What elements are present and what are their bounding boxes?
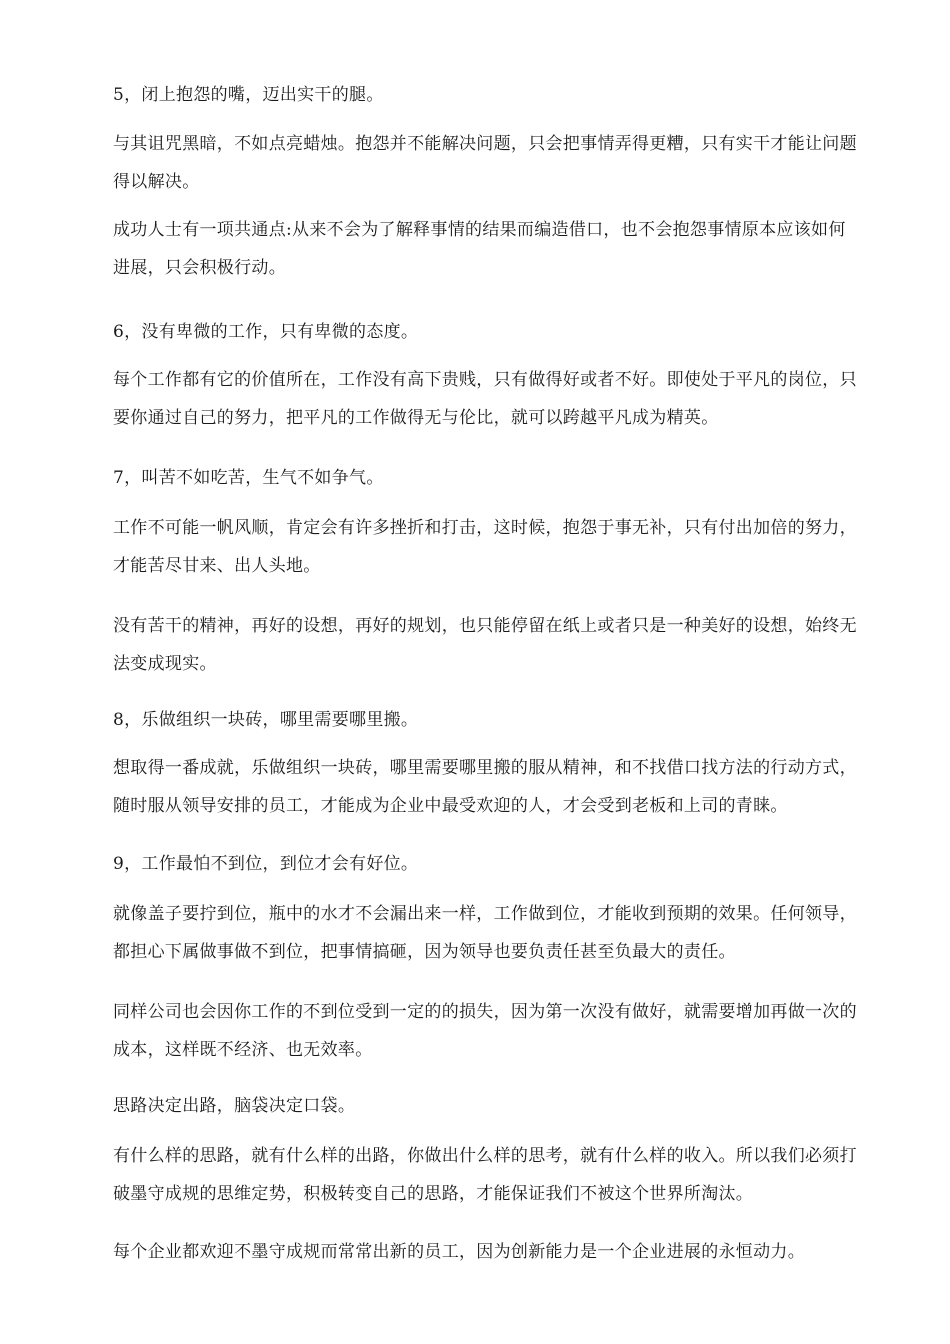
heading-7: 7，叫苦不如吃苦，生气不如争气。 <box>113 468 384 488</box>
heading-6: 6，没有卑微的工作，只有卑微的态度。 <box>113 322 419 342</box>
paragraph: 工作不可能一帆风顺，肯定会有许多挫折和打击，这时候，抱怨于事无补，只有付出加倍的努力，才能苦尽甘来、出人头地。 <box>113 518 857 576</box>
paragraph: 有什么样的思路，就有什么样的出路，你做出什么样的思考，就有什么样的收入。所以我们必须打破墨守成规的思维定势，积极转变自己的思路，才能保证我们不被这个世界所淘汰。 <box>113 1146 857 1204</box>
heading-thinking: 思路决定出路，脑袋决定口袋。 <box>113 1096 356 1116</box>
paragraph: 想取得一番成就，乐做组织一块砖，哪里需要哪里搬的服从精神，和不找借口找方法的行动方式，随时服从领导安排的员工，才能成为企业中最受欢迎的人，才会受到老板和上司的青睐。 <box>113 758 857 816</box>
heading-9: 9，工作最怕不到位，到位才会有好位。 <box>113 854 419 874</box>
paragraph: 同样公司也会因你工作的不到位受到一定的的损失，因为第一次没有做好，就需要增加再做一次的成本，这样既不经济、也无效率。 <box>113 1002 857 1060</box>
paragraph: 成功人士有一项共通点:从来不会为了解释事情的结果而编造借口，也不会抱怨事情原本应该如何进展，只会积极行动。 <box>113 220 846 278</box>
paragraph: 每个工作都有它的价值所在，工作没有高下贵贱，只有做得好或者不好。即使处于平凡的岗位，只要你通过自己的努力，把平凡的工作做得无与伦比，就可以跨越平凡成为精英。 <box>113 370 857 428</box>
heading-5: 5，闭上抱怨的嘴，迈出实干的腿。 <box>113 85 384 105</box>
paragraph: 与其诅咒黑暗，不如点亮蜡烛。抱怨并不能解决问题，只会把事情弄得更糟，只有实干才能让问题得以解决。 <box>113 134 857 192</box>
paragraph: 就像盖子要拧到位，瓶中的水才不会漏出来一样，工作做到位，才能收到预期的效果。任何领导，都担心下属做事做不到位，把事情搞砸，因为领导也要负责任甚至负最大的责任。 <box>113 904 857 962</box>
paragraph: 没有苦干的精神，再好的设想，再好的规划，也只能停留在纸上或者只是一种美好的设想，始终无法变成现实。 <box>113 616 857 674</box>
heading-8: 8，乐做组织一块砖，哪里需要哪里搬。 <box>113 710 419 730</box>
paragraph: 每个企业都欢迎不墨守成规而常常出新的员工，因为创新能力是一个企业进展的永恒动力。 <box>113 1242 805 1262</box>
